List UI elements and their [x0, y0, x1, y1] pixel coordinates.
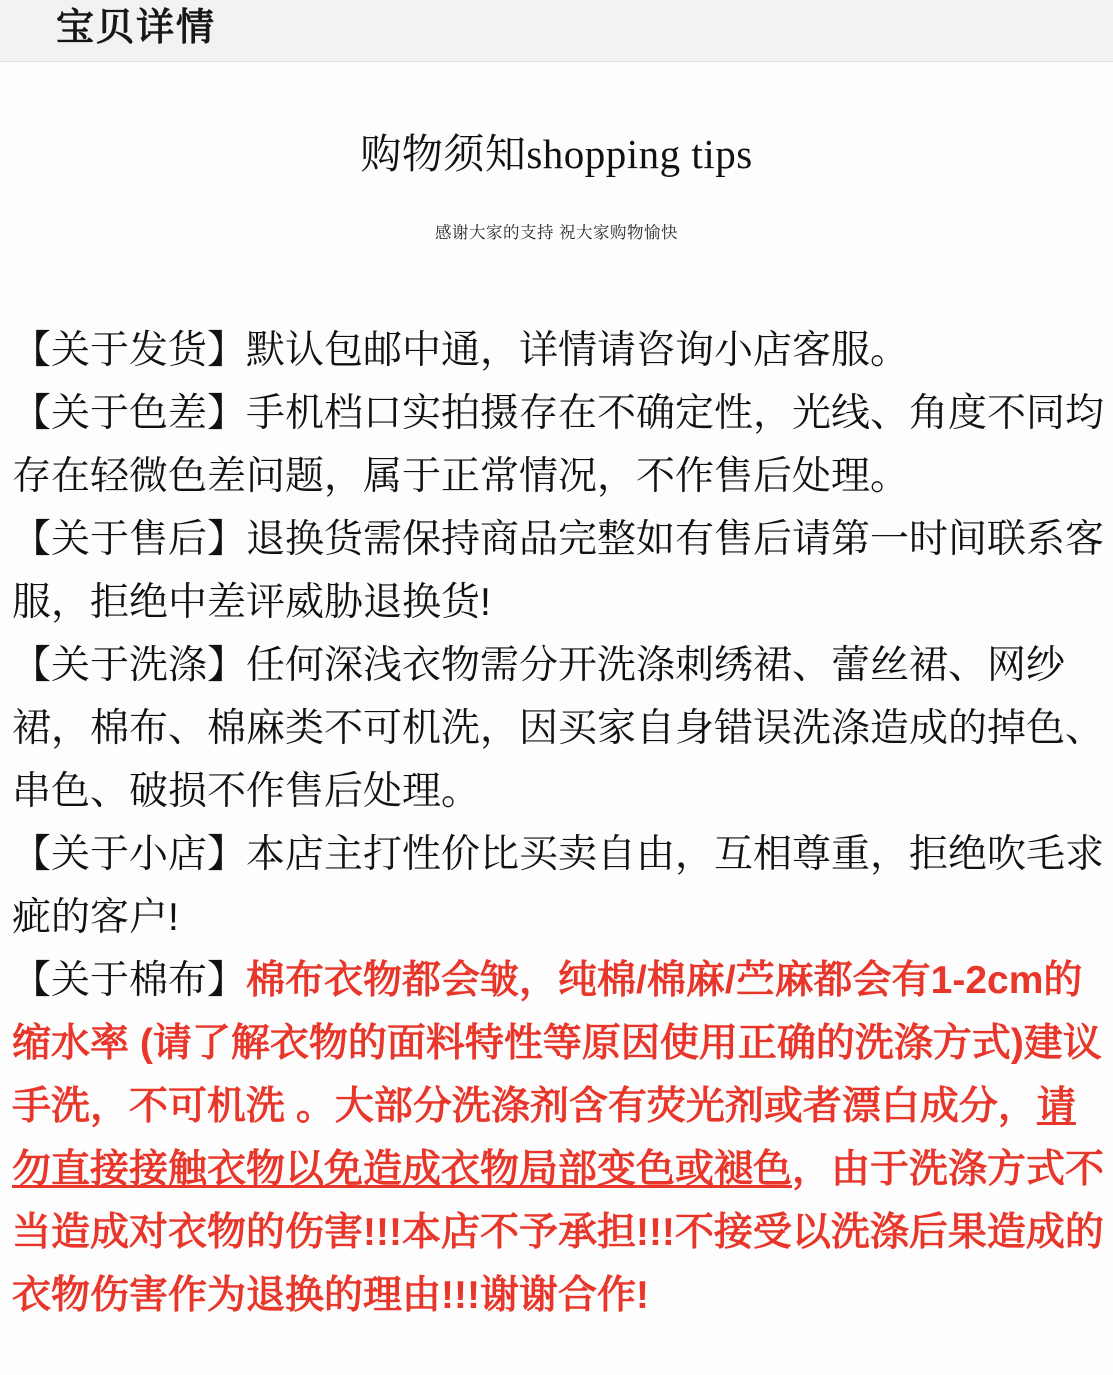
tip-paragraph-shipping	[12, 319, 1105, 382]
tip-text-washing: 任何深浅衣物需分开洗涤刺绣裙、蕾丝裙、网纱裙，棉布、棉麻类不可机洗，因买家自身错误洗涤造成的掉色、串色、破损不作售后处理。	[12, 644, 1105, 814]
tip-lead-cotton: 【关于棉布】	[12, 959, 247, 1003]
tip-lead-shop: 【关于小店】	[12, 833, 247, 877]
tip-text-shipping: 默认包邮中通，详情请咨询小店客服。	[246, 329, 910, 373]
tip-paragraph-washing	[12, 634, 1105, 823]
page-header	[0, 0, 1113, 62]
shopping-tips-body	[0, 319, 1113, 1327]
shopping-tips-title: 购物须知shopping tips	[360, 131, 753, 177]
tip-paragraph-color	[12, 382, 1105, 508]
tip-paragraph-shop	[12, 823, 1105, 949]
tip-text-aftersales: 退换货需保持商品完整如有售后请第一时间联系客服，拒绝中差评威胁退换货!	[12, 518, 1105, 625]
page-title: 宝贝详情	[56, 7, 217, 49]
detail-content	[0, 62, 1113, 1375]
tip-text-cotton-part2: ，由于洗涤方式不当造成对衣物的伤害!!!本店不予承担!!!不接受以洗涤后果造成的衣物伤害作为退换的理由!!!谢谢合作!	[12, 1148, 1105, 1318]
tip-text-cotton-underlined: 请勿直接接触衣物以免造成衣物局部变色或褪色	[12, 1085, 1076, 1192]
tip-paragraph-aftersales	[12, 508, 1105, 634]
tip-lead-shipping: 【关于发货】	[12, 329, 247, 373]
tip-paragraph-cotton	[12, 949, 1105, 1327]
tip-text-cotton-part1: 棉布衣物都会皱，纯棉/棉麻/苎麻都会有1-2cm的缩水率 (请了解衣物的面料特性等原因使用正确的洗涤方式)建议手洗，不可机洗 。大部分洗涤剂含有荧光剂或者漂白成分，	[12, 959, 1102, 1129]
tip-lead-aftersales: 【关于售后】	[12, 518, 247, 562]
tip-lead-color: 【关于色差】	[12, 392, 247, 436]
tip-text-color: 手机档口实拍摄存在不确定性，光线、角度不同均存在轻微色差问题，属于正常情况，不作售后处理。	[12, 392, 1105, 499]
tip-lead-washing: 【关于洗涤】	[12, 644, 247, 688]
shopping-tips-subtitle: 感谢大家的支持 祝大家购物愉快	[434, 224, 679, 243]
tip-text-shop: 本店主打性价比买卖自由，互相尊重，拒绝吹毛求疵的客户!	[12, 833, 1105, 940]
